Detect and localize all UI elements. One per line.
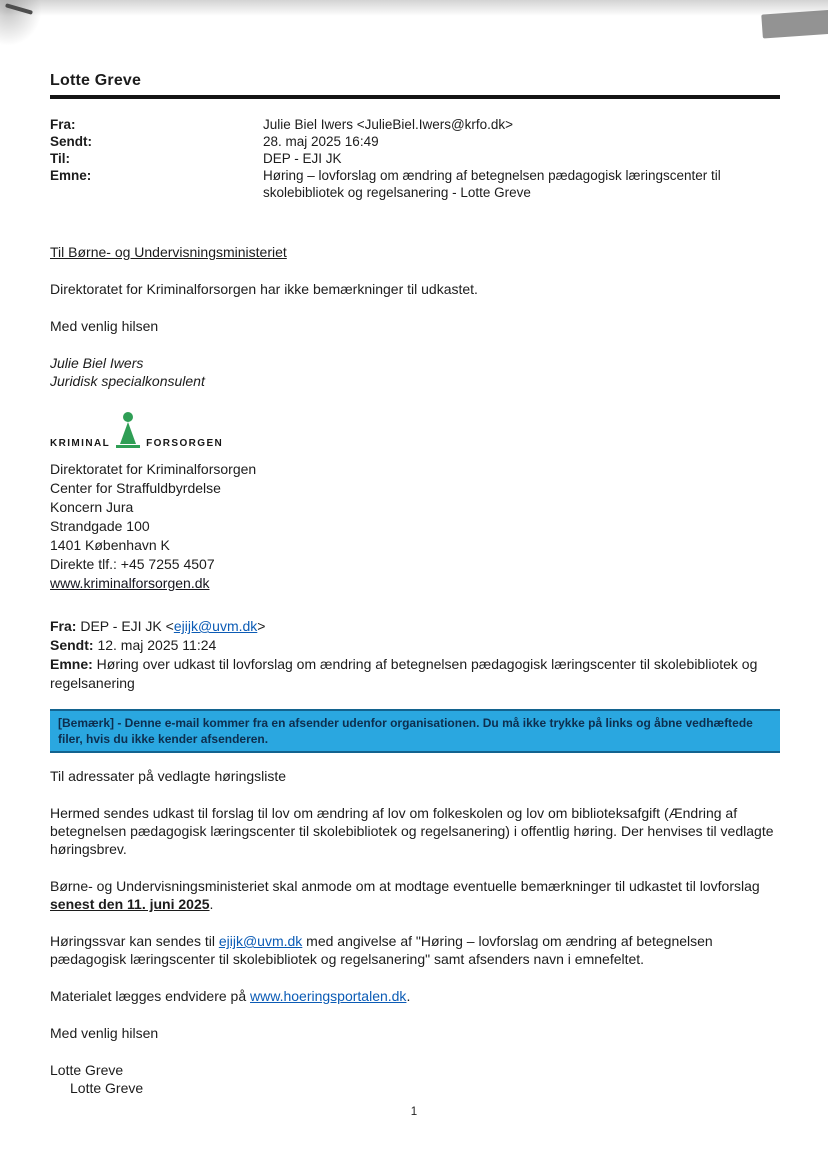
scan-artifact-top-left-smudge <box>0 0 42 46</box>
scan-artifact-top-left-mark <box>5 3 33 15</box>
page-number: 1 <box>410 1106 418 1118</box>
body-paragraph-portal <box>50 987 780 1005</box>
logo-text-kriminal: KRIMINAL <box>50 438 111 449</box>
quoted-fra-label: Fra: <box>50 618 77 634</box>
person-figure-icon <box>113 410 143 452</box>
til-value: DEP - EJI JK <box>263 151 342 166</box>
mail-header-block <box>50 116 780 201</box>
quoted-fra-line <box>50 617 780 636</box>
mail-header-row-til <box>50 150 780 167</box>
reply-signature-title: Juridisk specialkonsulent <box>50 373 205 389</box>
mail-header-row-fra <box>50 116 780 133</box>
reply-salutation: Til Børne- og Undervisningsministeriet <box>50 244 287 260</box>
sendt-label: Sendt: <box>50 134 92 149</box>
recipient-name-header: Lotte Greve <box>50 72 142 89</box>
signature-line-dept: Koncern Jura <box>50 499 134 515</box>
mail-header-row-emne <box>50 167 780 201</box>
quoted-fra-prefix: DEP - EJI JK < <box>76 618 174 634</box>
footer-name: Lotte Greve <box>70 1080 144 1096</box>
kriminalforsorgen-logo <box>50 410 780 452</box>
body-signature: Lotte Greve <box>50 1062 124 1078</box>
emne-label: Emne: <box>50 168 92 183</box>
external-sender-warning-banner: [Bemærk] - Denne e-mail kommer fra en afsender udenfor organisationen. Du må ikke trykke på links og åbne vedhæftede filer, hvis du ikke kender afsenderen. <box>50 709 780 753</box>
reply-body: Direktoratet for Kriminalforsorgen har ikke bemærkninger til udkastet. <box>50 281 478 297</box>
quoted-emne-line <box>50 655 780 693</box>
response-email-link[interactable]: ejijk@uvm.dk <box>218 933 303 949</box>
body-paragraph-deadline <box>50 877 780 913</box>
signature-line-street: Strandgade 100 <box>50 518 150 534</box>
body-paragraph-addressees: Til adressater på vedlagte høringsliste <box>50 768 287 784</box>
signature-line-center: Center for Straffuldbyrdelse <box>50 480 221 496</box>
response-suffix: med angivelse af "Høring – lovforslag om ændring af betegnelsen pædagogisk læringscenter til skolebibliotek og regelsanering" samt afsenders navn i emnefeltet. <box>50 933 713 967</box>
signature-line-city: 1401 København K <box>50 537 170 553</box>
body-closing: Med venlig hilsen <box>50 1025 159 1041</box>
body-paragraph-hearing: Hermed sendes udkast til forslag til lov om ændring af lov om folkeskolen og lov om biblioteksafgift (Ændring af betegnelsen pædagogisk læringscenter til skolebibliotek og regelsanering) i offentlig høring. Der henvises til vedlagte høringsbrev. <box>50 805 774 857</box>
sendt-value: 28. maj 2025 16:49 <box>263 134 379 149</box>
hoeringsportalen-link[interactable]: www.hoeringsportalen.dk <box>250 988 407 1004</box>
reply-closing: Med venlig hilsen <box>50 318 159 334</box>
portal-suffix: . <box>406 988 411 1004</box>
fra-value: Julie Biel Iwers <JulieBiel.Iwers@krfo.dk> <box>263 117 514 132</box>
quoted-sendt-label: Sendt: <box>50 637 94 653</box>
body-paragraph-response <box>50 932 780 968</box>
portal-prefix: Materialet lægges endvidere på <box>50 988 251 1004</box>
quoted-emne-value: Høring over udkast til lovforslag om ændring af betegnelsen pædagogisk læringscenter til skolebibliotek og regelsanering <box>50 656 758 691</box>
quoted-sendt-value: 12. maj 2025 11:24 <box>93 637 217 653</box>
signature-line-phone: Direkte tlf.: +45 7255 4507 <box>50 556 215 572</box>
kriminalforsorgen-website-link[interactable]: www.kriminalforsorgen.dk <box>50 575 210 591</box>
fra-label: Fra: <box>50 117 76 132</box>
header-divider <box>50 95 780 99</box>
til-label: Til: <box>50 151 70 166</box>
response-prefix: Høringssvar kan sendes til <box>50 933 219 949</box>
reply-signature-name: Julie Biel Iwers <box>50 355 144 371</box>
quoted-sendt-line <box>50 636 780 655</box>
emne-value: Høring – lovforslag om ændring af betegnelsen pædagogisk læringscenter til skolebibliotek og regelsanering - Lotte Greve <box>263 168 721 200</box>
signature-block <box>50 460 780 593</box>
deadline-prefix: Børne- og Undervisningsministeriet skal anmode om at modtage eventuelle bemærkninger til udkastet til lovforslag <box>50 878 760 894</box>
document-content <box>50 0 780 1098</box>
quoted-fra-suffix: > <box>257 618 266 634</box>
deadline-suffix: . <box>209 896 214 912</box>
quoted-emne-label: Emne: <box>50 656 93 672</box>
quoted-mail-header-block <box>50 617 780 693</box>
logo-text-forsorgen: FORSORGEN <box>146 438 224 449</box>
deadline-date: senest den 11. juni 2025 <box>50 896 210 912</box>
quoted-fra-email-link[interactable]: ejijk@uvm.dk <box>173 618 258 634</box>
mail-header-row-sendt <box>50 133 780 150</box>
signature-line-org: Direktoratet for Kriminalforsorgen <box>50 461 257 477</box>
